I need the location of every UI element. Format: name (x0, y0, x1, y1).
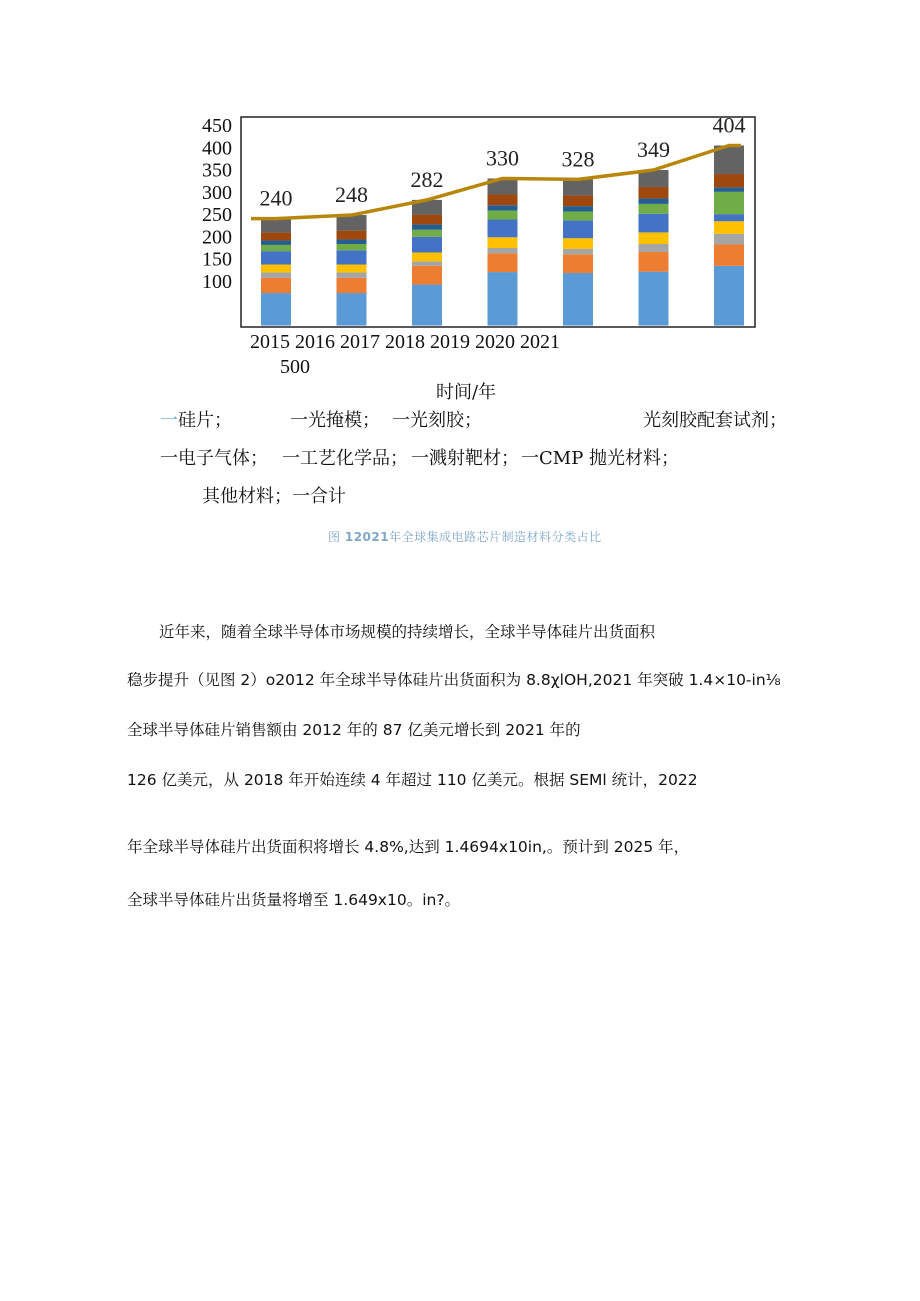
bar-segment (563, 220, 593, 238)
bar-segment (412, 266, 442, 285)
y-tick-label: 200 (202, 226, 232, 249)
bar-segment (714, 244, 744, 265)
bar-segment (412, 261, 442, 265)
bar-segment (563, 195, 593, 206)
bar-segment (488, 272, 518, 325)
bar-segment (337, 215, 367, 231)
total-label: 349 (637, 137, 670, 163)
bar-segment (261, 273, 291, 278)
bar-segment (563, 273, 593, 326)
bar-segment (488, 219, 518, 237)
legend-item-mask (290, 406, 380, 432)
bar-segment (261, 265, 291, 273)
bar-segment (488, 248, 518, 253)
bar-segment (714, 221, 744, 233)
bar-segment (488, 195, 518, 206)
paragraph-line: 全球半导体硅片销售额由 2012 年的 87 亿美元增长到 2021 年的 (127, 721, 581, 739)
y-tick-label: 100 (202, 271, 232, 293)
y-tick-label: 400 (202, 137, 232, 160)
legend-item-silicon (160, 406, 232, 432)
bars (261, 146, 744, 326)
legend-item-process-chem (282, 444, 408, 470)
paragraph-line: 稳步提升（见图 2）o2012 年全球半导体硅片出货面积为 8.8χlOH,2021 年突破 1.4×10-in⅛ (127, 671, 781, 689)
bar-segment (563, 179, 593, 195)
legend-dash: 一 (160, 448, 178, 469)
bar-segment (563, 206, 593, 211)
bar-segment (714, 234, 744, 245)
bar-segment (488, 253, 518, 272)
caption-prefix: 图 (328, 530, 341, 544)
paragraph-line: 年全球半导体硅片出货面积将增长 4.8%,达到 1.4694x10in,。预计到 2025 年， (127, 838, 690, 856)
x-extra-tick: 500 (280, 356, 310, 378)
legend-item-other (202, 482, 292, 508)
bar-segment (337, 278, 367, 293)
bar-segment (337, 265, 367, 273)
bar-segment (639, 272, 669, 326)
bar-segment (337, 293, 367, 326)
legend-label: CMP 抛光材料； (539, 448, 680, 469)
y-axis-ticks (202, 115, 232, 293)
y-tick-label: 250 (202, 204, 232, 227)
bar-segment (337, 250, 367, 264)
bar-segment (337, 240, 367, 244)
bar-segment (261, 278, 291, 293)
legend-item-cmp (521, 444, 679, 470)
y-tick-label: 450 (202, 115, 232, 137)
total-label: 282 (410, 166, 444, 192)
bar-segment (639, 244, 669, 252)
y-tick-label: 150 (202, 248, 232, 271)
bar-segment (337, 231, 367, 240)
bar-segment (639, 199, 669, 204)
bar-segment (714, 187, 744, 191)
legend-item-sputter (411, 444, 519, 470)
bar-segment (412, 215, 442, 225)
legend-item-electronic-gas (160, 444, 268, 470)
bar-segment (563, 211, 593, 220)
bar-segment (261, 219, 291, 233)
caption-text: 年全球集成电路芯片制造材料分类占比 (389, 530, 602, 544)
bar-segment (261, 251, 291, 264)
total-label: 330 (486, 145, 519, 171)
bar-segment (488, 205, 518, 210)
bar-segment (412, 224, 442, 229)
y-tick-label: 300 (202, 181, 232, 204)
bar-segment (412, 285, 442, 326)
bar-segment (337, 244, 367, 250)
legend-label: 其他材料； (202, 486, 292, 507)
bar-segment (639, 204, 669, 214)
bar-segment (714, 214, 744, 221)
caption-number: 12021 (344, 530, 390, 544)
legend-label: 电子气体； (178, 448, 268, 469)
bar-segment (639, 252, 669, 272)
bar-segment (261, 232, 291, 240)
bar-segment (639, 232, 669, 244)
x-tick-row: 2015 2016 2017 2018 2019 2020 2021 (250, 331, 560, 353)
legend-dash: 一 (292, 486, 310, 507)
figure-caption (328, 528, 602, 545)
bar-segment (261, 245, 291, 251)
paragraph-line: 近年来，随着全球半导体市场规模的持续增长，全球半导体硅片出货面积 (159, 623, 656, 641)
bar-segment (412, 230, 442, 237)
legend-label: 合计 (310, 486, 346, 507)
bar-segment (337, 273, 367, 278)
bar-segment (563, 249, 593, 254)
bar-segment (714, 266, 744, 326)
paragraph-line: 126 亿美元，从 2018 年开始连续 4 年超过 110 亿美元。根据 SEMl 统计，2022 (127, 771, 698, 789)
total-label: 248 (335, 182, 368, 208)
y-tick-label: 350 (202, 159, 232, 182)
legend-dash: 一 (290, 410, 308, 431)
bar-segment (488, 237, 518, 248)
bar-segment (261, 293, 291, 326)
total-label: 240 (259, 185, 293, 211)
bar-segment (563, 238, 593, 249)
total-label: 328 (561, 146, 595, 172)
paragraph-line: 全球半导体硅片出货量将增至 1.649x10。in?。 (127, 891, 461, 909)
bar-segment (714, 192, 744, 214)
total-label: 404 (712, 112, 746, 138)
legend-item-total (292, 482, 346, 508)
bar-segment (488, 211, 518, 220)
x-axis-label: 时间/年 (436, 382, 497, 403)
legend-label: 光掩模； (308, 410, 380, 431)
legend-label: 工艺化学品； (300, 448, 408, 469)
bar-segment (714, 174, 744, 187)
legend-label: 硅片； (178, 410, 232, 431)
legend-item-photoresist-aux: 光刻胶配套试剂； (643, 410, 787, 431)
bar-segment (639, 187, 669, 199)
bar-segment (261, 240, 291, 244)
legend-dash: 一 (282, 448, 300, 469)
legend-item-photoresist: 一光刻胶； (392, 410, 482, 431)
legend-dash: 一 (160, 410, 178, 431)
legend-dash: 一 (411, 448, 429, 469)
bar-segment (412, 252, 442, 261)
bar-segment (563, 254, 593, 273)
legend-dash: 一 (521, 448, 539, 469)
legend-label: 溅射靶材； (429, 448, 519, 469)
bar-segment (639, 214, 669, 233)
bar-segment (412, 237, 442, 253)
